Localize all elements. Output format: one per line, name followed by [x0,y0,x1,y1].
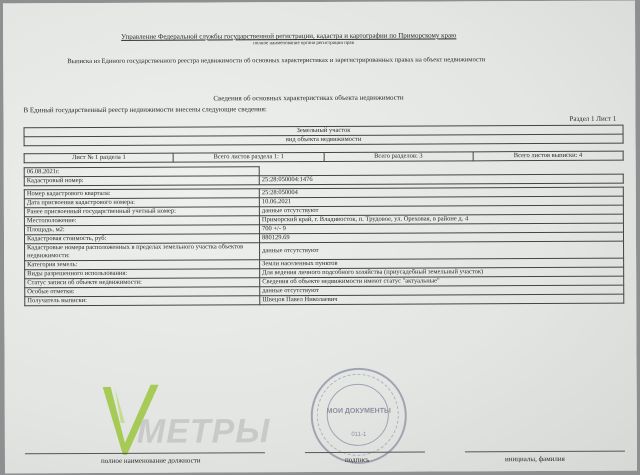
row-value: Для ведения личного подсобного хозяйства (приусадебный земельный участок) [260,267,624,278]
intro-text: В Единый государственный реестр недвижимости внесены следующие сведения: [23,105,267,115]
object-type-caption: вид объекта недвижимости [24,134,623,146]
row-label: Получатель выписки: [25,296,260,306]
stamp-number: 011-1 [351,431,367,438]
agency-name: Управление Федеральной службы государственной регистрации, кадастра и картографии по Приморскому краю [121,31,457,41]
watermark-brand: МЕТРЫ [136,412,271,451]
row-value: 880129.69 [259,232,623,243]
total-sheets: Всего листов выписки: 4 [473,151,623,161]
sheet-info-table [24,151,624,164]
row-value: Земли населенных пунктов [260,258,624,269]
cadastral-value: 25:28:050004:1476 [259,174,623,185]
row-value: данные отсутствуют [260,285,624,296]
row-value: 10.06.2021 [259,196,623,207]
row-value: Швецов Павел Николаевич [260,294,624,305]
row-label: Кадастровая стоимость, руб: [24,234,259,244]
signature-caption: подпись [344,455,370,464]
row-value: данные отсутствуют [259,205,623,216]
position-caption: полное наименование должности [100,456,201,465]
header-table [24,125,624,147]
object-type: Земельный участок [24,125,623,137]
row-label: Статус записи об объекте недвижимости: [25,278,260,288]
extract-title: Выписка из Единого государственного реестра недвижимости об основных характеристиках и зарегистрированных правах на объект недвижимости [67,56,486,66]
row-label: Виды разрешенного использования: [25,269,260,279]
razdel-label: Раздел 1 Лист 1 [569,114,617,123]
row-label: Особые отметки: [25,287,260,297]
row-label: Дата присвоения кадастрового номера: [24,198,259,208]
row-label: Местоположение: [24,216,259,226]
initials-line [465,451,625,453]
initials-caption: инициалы, фамилия [504,454,565,464]
stamp-text: МОИ ДОКУМЕНТЫ [326,407,391,415]
total-sections: Всего разделов: 3 [324,152,473,162]
row-label: Номер кадастрового квартала: [24,189,259,199]
row-value: 700 +/- 9 [259,223,623,234]
row-value: Сведения об объекте недвижимости имеют статус "актуальные" [260,276,624,287]
section-sheets: Всего листов раздела 1: 1 [173,152,323,162]
row-value: данные отсутствуют [260,241,624,260]
characteristics-table [24,187,625,307]
row-value: Приморский край, г. Владивосток, п. Трудовое, ул. Ореховая, в районе д. 4 [259,214,623,225]
extract-date: 06.08.2021г. [24,167,259,177]
sheet-number: Лист № 1 раздела 1 [24,153,173,163]
table-row [25,294,624,306]
row-label: Категория земель: [25,260,260,270]
date-table [24,165,624,187]
document-sheet [3,1,637,474]
row-value: 25:28:050004 [259,187,623,198]
row-label: Ранее присвоенный государственный учетный номер: [24,207,259,217]
row-label: Кадастровые номера расположенных в пределах земельного участка объектов недвижимости: [25,243,260,261]
agency-sub: полное наименование органа регистрации прав [253,40,355,47]
section-title: Сведения об основных характеристиках объекта недвижимости [213,93,404,103]
row-label: Площадь, м2: [24,225,259,235]
official-stamp [311,368,407,464]
cadastral-label: Кадастровый номер: [24,176,259,186]
